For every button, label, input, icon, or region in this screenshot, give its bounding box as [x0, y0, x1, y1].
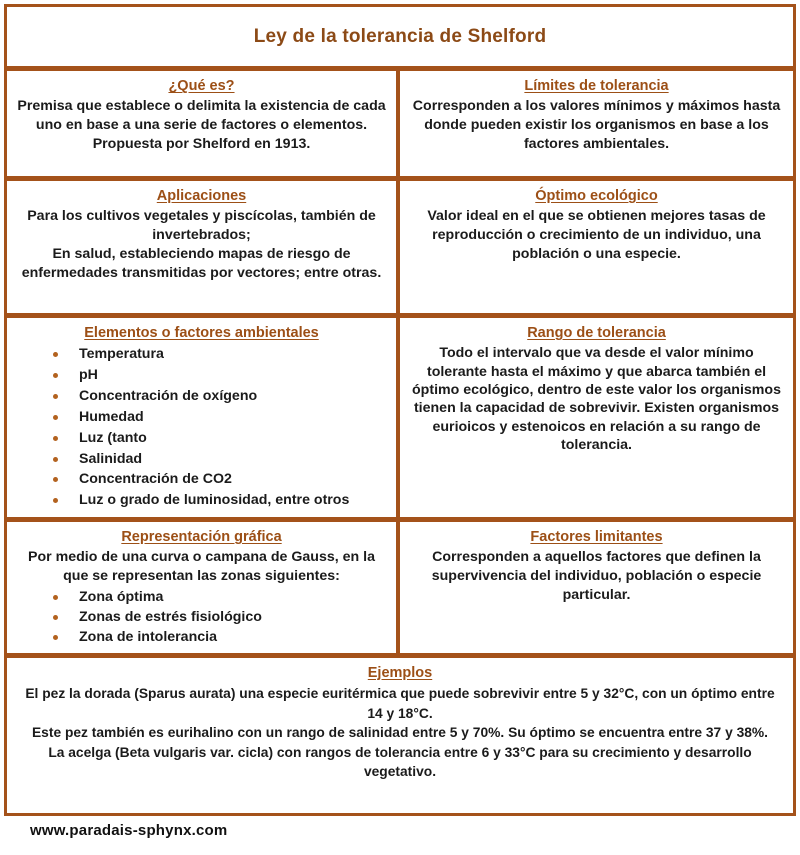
- list-item: Luz (tanto: [45, 428, 386, 449]
- example-text-post: ) con rangos de tolerancia entre 6 y 33°C para su crecimiento y desarrollo vegetativo.: [268, 744, 752, 780]
- list-item: pH: [45, 365, 386, 386]
- card-heading: Rango de tolerancia: [527, 325, 666, 341]
- card-factores-limitantes: [400, 522, 793, 653]
- example-text-post: ) una especie euritérmica que puede sobrevivir entre 5 y 32°C, con un óptimo entre 14 y 18°C.: [230, 686, 775, 721]
- variety-name-italic: cicla: [237, 744, 269, 760]
- card-heading: Representación gráfica: [121, 529, 282, 545]
- list-item: Humedad: [45, 407, 386, 428]
- grid-row: [7, 318, 793, 522]
- card-elementos-factores-ambientales: [7, 318, 400, 517]
- card-text: Por medio de una curva o campana de Gauss, en la que se representan las zonas siguientes:: [28, 549, 375, 584]
- example-item: [17, 743, 783, 782]
- card-heading: Factores limitantes: [530, 529, 663, 545]
- card-representacion-grafica: [7, 522, 400, 653]
- list-item: Zona de intolerancia: [45, 627, 386, 647]
- factors-list: [17, 344, 386, 511]
- list-item: Zona óptima: [45, 587, 386, 607]
- example-text-pre: La acelga (: [48, 744, 120, 760]
- card-heading: Límites de tolerancia: [524, 78, 669, 94]
- page-title: Ley de la tolerancia de Shelford: [253, 25, 547, 47]
- list-item: Concentración de oxígeno: [45, 386, 386, 407]
- example-text-pre: Este pez también es eurihalino con un rango de salinidad entre 5 y 70%. Su óptimo se encuentra entre 37 y 38%.: [31, 725, 769, 741]
- grid-row: [7, 522, 793, 658]
- card-text-line-2: Propuesta por Shelford en 1913.: [92, 135, 311, 152]
- card-text: Todo el intervalo que va desde el valor mínimo tolerante hasta el máximo y que abarca también el óptimo ecológico, dentro de este valor los organismos tienen la capacidad de sobrevivir. Existen organismos eurioicos y estenoicos en relación a su rango de tolerancia.: [412, 345, 781, 454]
- card-heading: Ejemplos: [367, 665, 433, 681]
- species-name-italic: Sparus aurata: [138, 686, 231, 702]
- card-heading: Aplicaciones: [156, 188, 247, 204]
- card-text: Corresponden a los valores mínimos y máximos hasta donde pueden existir los organismos en base a los factores ambientales.: [412, 98, 781, 152]
- grid-row: [7, 658, 793, 813]
- example-text-mid: var.: [206, 744, 238, 760]
- card-text: Valor ideal en el que se obtienen mejores tasas de reproducción o crecimiento de un individuo, una población o una especie.: [427, 208, 766, 262]
- concept-grid: [7, 71, 793, 813]
- card-text-line-2: En salud, estableciendo mapas de riesgo de enfermedades transmitidas por vectores; entre otras.: [21, 245, 382, 281]
- grid-row: [7, 181, 793, 318]
- example-text-pre: El pez la dorada (: [25, 686, 139, 702]
- card-heading: Elementos o factores ambientales: [84, 325, 319, 341]
- zones-list: [17, 587, 386, 647]
- card-aplicaciones: [7, 181, 400, 313]
- card-text: Corresponden a aquellos factores que definen la supervivencia del individuo, población o especie particular.: [431, 549, 762, 603]
- grid-row: [7, 71, 793, 181]
- example-item: [17, 723, 783, 743]
- list-item: Temperatura: [45, 344, 386, 365]
- list-item: Concentración de CO2: [45, 469, 386, 490]
- card-heading: Óptimo ecológico: [535, 188, 658, 204]
- card-limites-de-tolerancia: [400, 71, 793, 176]
- content-frame: [4, 4, 796, 816]
- card-ejemplos: [7, 658, 793, 813]
- species-name-italic: Beta vulgaris: [119, 744, 207, 760]
- card-que-es: [7, 71, 400, 176]
- card-rango-de-tolerancia: [400, 318, 793, 517]
- footer-website: www.paradais-sphynx.com: [30, 822, 228, 839]
- examples-body: [17, 684, 783, 782]
- card-text-line-1: Para los cultivos vegetales y piscícolas, también de invertebrados;: [27, 208, 376, 243]
- card-text-line-1: Premisa que establece o delimita la existencia de cada uno en base a una serie de factores o elementos.: [17, 98, 386, 133]
- list-item: Salinidad: [45, 449, 386, 470]
- title-band: [7, 7, 793, 71]
- card-heading: ¿Qué es?: [168, 78, 235, 94]
- card-optimo-ecologico: [400, 181, 793, 313]
- example-item: [17, 684, 783, 723]
- list-item: Zonas de estrés fisiológico: [45, 607, 386, 627]
- list-item: Luz o grado de luminosidad, entre otros: [45, 490, 386, 511]
